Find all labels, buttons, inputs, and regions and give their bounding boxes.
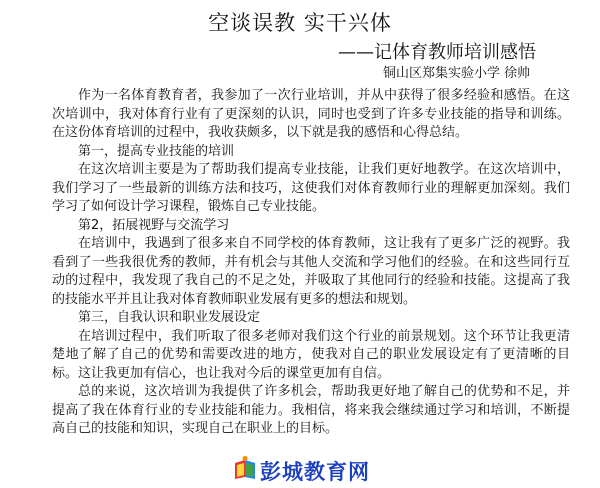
paragraph-section-1: 在这次培训主要是为了帮助我们提高专业技能，让我们更好地教学。在这次培训中，我们学习了一些最新的训练方法和技巧，这使我们对体育教师行业的理解更加深刻。我们学习了如何设计学习课程，锻炼自己专业技能。 — [52, 162, 570, 214]
paragraph-section-2: 在培训中，我遇到了很多来自不同学校的体育教师，这让我有了更多广泛的视野。我看到了一些我很优秀的教师，并有机会与其他人交流和学习他们的经验。在和这些同行互动的过程中，我发现了我自己的不足之处，并吸取了其他同行的经验和技能。这提高了我的技能水平并且让我对体育教师职业发展有更多的想法和规划。 — [52, 236, 570, 307]
paragraph-section-3: 在培训过程中，我们听取了很多老师对我们这个行业的前景规划。这个环节让我更清楚地了解了自己的优势和需要改进的地方，使我对自己的职业发展设定有了更清晰的目标。这让我更加有信心，也让我对今后的课堂更加有自信。 — [52, 328, 570, 381]
section-heading-1: 第一，提高专业技能的培训 — [78, 143, 235, 159]
book-logo-icon — [232, 455, 258, 481]
section-heading-2: 第2，拓展视野与交流学习 — [78, 217, 230, 233]
document-subtitle: ——记体育教师培训感悟 — [338, 42, 536, 63]
site-watermark — [232, 453, 372, 483]
document-author: 铜山区郑集实验小学 徐帅 — [383, 66, 531, 81]
paragraph-intro: 作为一名体育教育者，我参加了一次行业培训，并从中获得了很多经验和感悟。在这次培训中，我对体育行业有了更深刻的认识，同时也受到了许多专业技能的指导和训练。在这份体育培训的过程中，我收获颇多，以下就是我的感悟和心得总结。 — [52, 88, 570, 140]
watermark-text: 彭城教育网 — [260, 460, 370, 484]
section-heading-3: 第三，自我认识和职业发展设定 — [78, 310, 261, 325]
document-body — [52, 87, 570, 439]
document-title: 空谈误教 实干兴体 — [208, 11, 392, 35]
paragraph-conclusion: 总的来说，这次培训为我提供了许多机会，帮助我更好地了解自己的优势和不足，并提高了我在体育行业的专业技能和能力。我相信，将来我会继续通过学习和培训，不断提高自己的技能和知识，实现自己在职业上的目标。 — [52, 384, 570, 436]
